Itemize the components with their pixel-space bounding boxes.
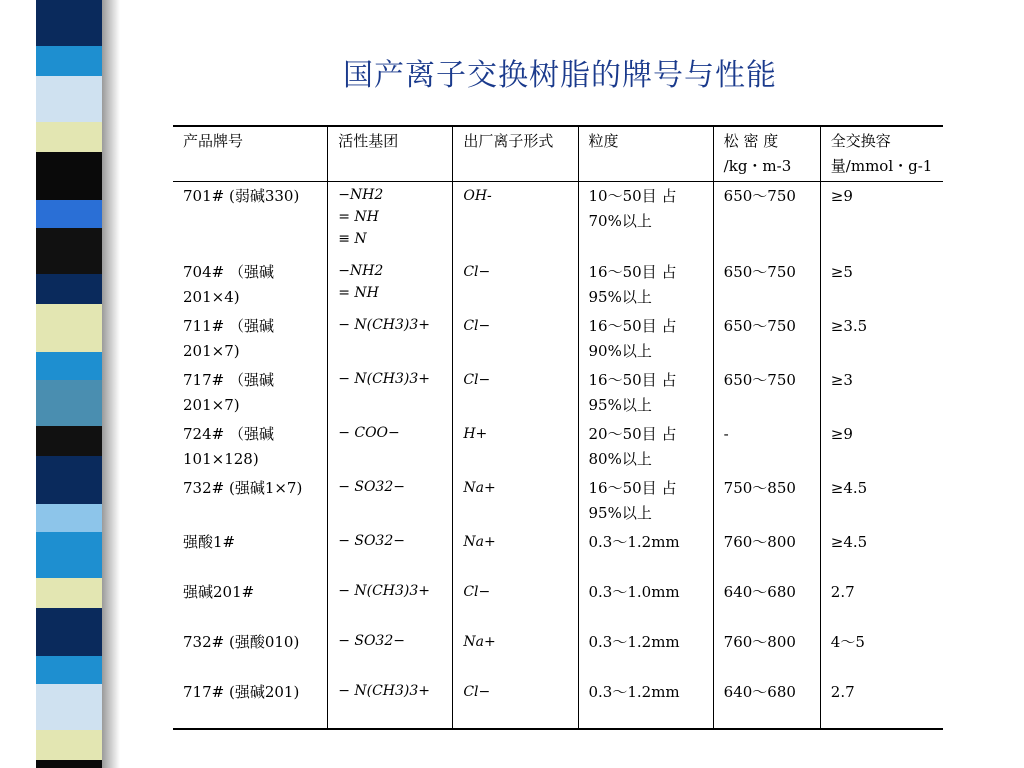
header-active-group: 活性基团 <box>328 126 453 182</box>
cell-product: 704# （强碱201×4) <box>173 258 328 312</box>
cell-particle-size: 16～50目 占90%以上 <box>578 312 713 366</box>
stripe-segment <box>36 228 102 274</box>
cell-exchange-capacity: 2.7 <box>820 578 943 628</box>
active-group-formula: − N(CH3)3+ <box>338 683 431 699</box>
cell-bulk-density: 650～750 <box>713 258 820 312</box>
cell-bulk-density: 650～750 <box>713 182 820 259</box>
header-exchange-capacity: 全交换容量/mmol・g-1 <box>820 126 943 182</box>
table-row <box>173 678 943 729</box>
cell-active-group <box>328 528 453 578</box>
cell-ion-form: Cl− <box>453 578 578 628</box>
active-group-formula: − SO32− <box>338 633 405 649</box>
cell-particle-size: 16～50目 占95%以上 <box>578 474 713 528</box>
cell-particle-size: 0.3～1.2mm <box>578 628 713 678</box>
cell-particle-size: 0.3～1.0mm <box>578 578 713 628</box>
active-group-formula: − N(CH3)3+ <box>338 317 431 333</box>
cell-particle-size: 16～50目 占95%以上 <box>578 366 713 420</box>
cell-bulk-density: 760～800 <box>713 628 820 678</box>
cell-product: 强碱201# <box>173 578 328 628</box>
cell-particle-size: 16～50目 占95%以上 <box>578 258 713 312</box>
table-row <box>173 474 943 528</box>
cell-exchange-capacity: ≥9 <box>820 182 943 259</box>
stripe-segment <box>36 152 102 200</box>
cell-active-group <box>328 678 453 729</box>
cell-bulk-density: 760～800 <box>713 528 820 578</box>
cell-bulk-density: 640～680 <box>713 578 820 628</box>
cell-active-group <box>328 366 453 420</box>
cell-ion-form: Na+ <box>453 528 578 578</box>
stripe-segment <box>36 352 102 380</box>
table-row <box>173 366 943 420</box>
cell-bulk-density: - <box>713 420 820 474</box>
stripe-segment <box>36 730 102 760</box>
cell-product: 732# (强碱1×7) <box>173 474 328 528</box>
cell-ion-form: Cl− <box>453 366 578 420</box>
cell-bulk-density: 650～750 <box>713 366 820 420</box>
cell-ion-form: Cl− <box>453 312 578 366</box>
stripe-segment <box>36 578 102 608</box>
table-row <box>173 528 943 578</box>
cell-exchange-capacity: ≥3 <box>820 366 943 420</box>
active-group-formula: = NH <box>338 285 379 301</box>
stripe-segment <box>36 76 102 122</box>
stripe-segment <box>36 532 102 578</box>
cell-bulk-density: 640～680 <box>713 678 820 729</box>
stripe-segment <box>36 200 102 228</box>
header-bulk-density: 松 密 度 /kg・m-3 <box>713 126 820 182</box>
stripe-segment <box>36 760 102 768</box>
cell-active-group <box>328 182 453 259</box>
table-row <box>173 312 943 366</box>
stripe-segment <box>36 46 102 76</box>
active-group-formula: − COO− <box>338 425 400 441</box>
cell-active-group <box>328 258 453 312</box>
cell-exchange-capacity: 4～5 <box>820 628 943 678</box>
table-row <box>173 182 943 259</box>
cell-ion-form: OH- <box>453 182 578 259</box>
active-group-formula: −NH2 <box>338 187 384 203</box>
cell-active-group <box>328 312 453 366</box>
cell-particle-size: 0.3～1.2mm <box>578 678 713 729</box>
cell-exchange-capacity: ≥4.5 <box>820 528 943 578</box>
cell-active-group <box>328 628 453 678</box>
table-row <box>173 578 943 628</box>
header-ion-form: 出厂离子形式 <box>453 126 578 182</box>
cell-active-group <box>328 578 453 628</box>
active-group-formula: −NH2 <box>338 263 384 279</box>
cell-ion-form: Na+ <box>453 628 578 678</box>
active-group-formula: = NH <box>338 209 379 225</box>
stripe-segment <box>36 456 102 504</box>
cell-bulk-density: 750～850 <box>713 474 820 528</box>
stripe-segment <box>36 656 102 684</box>
cell-product: 732# (强酸010) <box>173 628 328 678</box>
cell-product: 724# （强碱101×128) <box>173 420 328 474</box>
stripe-segment <box>36 122 102 152</box>
stripe-segment <box>36 684 102 730</box>
stripe-segment <box>36 274 102 304</box>
cell-ion-form: H+ <box>453 420 578 474</box>
cell-product: 717# （强碱201×7) <box>173 366 328 420</box>
cell-active-group <box>328 420 453 474</box>
cell-product: 强酸1# <box>173 528 328 578</box>
cell-ion-form: Cl− <box>453 258 578 312</box>
table-row <box>173 420 943 474</box>
cell-exchange-capacity: ≥5 <box>820 258 943 312</box>
active-group-formula: − SO32− <box>338 479 405 495</box>
table-header-row <box>173 126 943 182</box>
stripe-shadow <box>102 0 120 768</box>
stripe-segment <box>36 608 102 656</box>
table-row <box>173 258 943 312</box>
decorative-stripe-bar <box>36 0 102 768</box>
cell-ion-form: Na+ <box>453 474 578 528</box>
cell-exchange-capacity: ≥9 <box>820 420 943 474</box>
header-particle-size: 粒度 <box>578 126 713 182</box>
cell-particle-size: 0.3～1.2mm <box>578 528 713 578</box>
cell-exchange-capacity: ≥4.5 <box>820 474 943 528</box>
cell-product: 701# (弱碱330) <box>173 182 328 259</box>
cell-exchange-capacity: ≥3.5 <box>820 312 943 366</box>
header-product: 产品牌号 <box>173 126 328 182</box>
cell-ion-form: Cl− <box>453 678 578 729</box>
stripe-segment <box>36 304 102 352</box>
active-group-formula: − SO32− <box>338 533 405 549</box>
cell-product: 711# （强碱201×7) <box>173 312 328 366</box>
active-group-formula: ≡ N <box>338 231 367 247</box>
cell-bulk-density: 650～750 <box>713 312 820 366</box>
cell-active-group <box>328 474 453 528</box>
cell-product: 717# (强碱201) <box>173 678 328 729</box>
cell-particle-size: 10～50目 占70%以上 <box>578 182 713 259</box>
page-title: 国产离子交换树脂的牌号与性能 <box>343 58 777 93</box>
stripe-segment <box>36 380 102 426</box>
cell-particle-size: 20～50目 占80%以上 <box>578 420 713 474</box>
stripe-segment <box>36 504 102 532</box>
table-row <box>173 628 943 678</box>
stripe-segment <box>36 426 102 456</box>
active-group-formula: − N(CH3)3+ <box>338 371 431 387</box>
stripe-segment <box>36 0 102 46</box>
cell-exchange-capacity: 2.7 <box>820 678 943 729</box>
resin-spec-table <box>173 125 943 730</box>
active-group-formula: − N(CH3)3+ <box>338 583 431 599</box>
